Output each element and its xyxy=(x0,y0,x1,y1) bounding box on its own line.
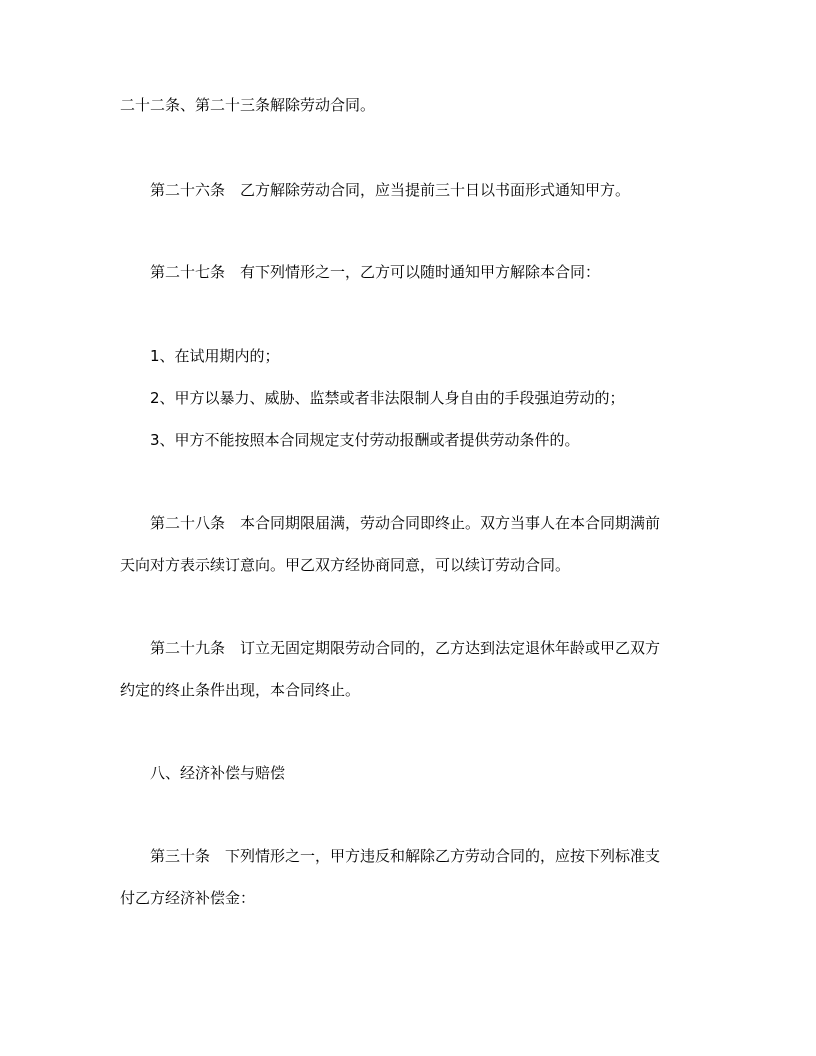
article-29-line-1: 第二十九条 订立无固定期限劳动合同的，乙方达到法定退休年龄或甲乙双方 xyxy=(150,639,661,657)
section-heading-8: 八、经济补偿与赔偿 xyxy=(150,764,286,782)
article-29-line-2: 约定的终止条件出现，本合同终止。 xyxy=(120,681,361,699)
list-item-2: 2、甲方以暴力、威胁、监禁或者非法限制人身自由的手段强迫劳动的； xyxy=(150,389,625,407)
article-30-line-1: 第三十条 下列情形之一，甲方违反和解除乙方劳动合同的，应按下列标准支 xyxy=(150,847,661,865)
text-line-continuation: 二十二条、第二十三条解除劳动合同。 xyxy=(120,96,376,114)
article-28-line-2: 天向对方表示续订意向。甲乙双方经协商同意，可以续订劳动合同。 xyxy=(120,556,571,574)
article-28-line-1: 第二十八条 本合同期限届满，劳动合同即终止。双方当事人在本合同期满前 xyxy=(150,514,661,532)
article-27: 第二十七条 有下列情形之一，乙方可以随时通知甲方解除本合同： xyxy=(150,263,601,281)
article-30-line-2: 付乙方经济补偿金： xyxy=(120,889,256,907)
list-item-1: 1、在试用期内的； xyxy=(150,347,280,365)
list-item-3: 3、甲方不能按照本合同规定支付劳动报酬或者提供劳动条件的。 xyxy=(150,431,580,449)
article-26: 第二十六条 乙方解除劳动合同，应当提前三十日以书面形式通知甲方。 xyxy=(150,181,631,199)
